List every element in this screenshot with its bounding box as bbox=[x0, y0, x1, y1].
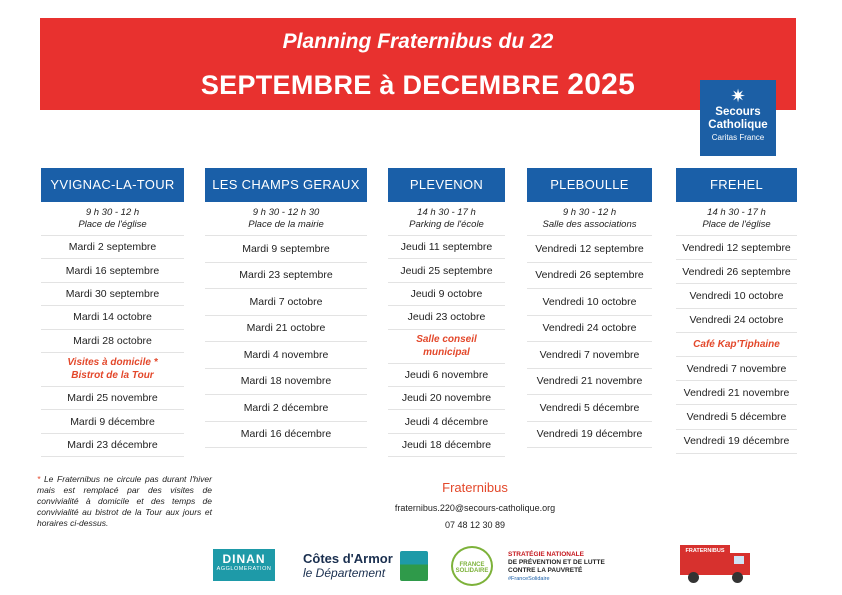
contact-block bbox=[360, 480, 590, 530]
column-pleboulle bbox=[527, 168, 652, 448]
dinan-logo: DINAN AGGLOMERATION bbox=[213, 549, 275, 581]
special-row: Café Kap'Tiphaine bbox=[676, 333, 797, 357]
date-row: Mardi 28 octobre bbox=[41, 330, 184, 353]
column-header: FREHEL bbox=[676, 168, 797, 202]
date-row: Mardi 9 septembre bbox=[205, 236, 367, 263]
date-row: Mardi 16 septembre bbox=[41, 259, 184, 282]
date-row: Vendredi 21 novembre bbox=[527, 369, 652, 396]
column-champs-geraux bbox=[205, 168, 367, 448]
date-row: Vendredi 26 septembre bbox=[527, 263, 652, 290]
contact-email[interactable]: fraternibus.220@secours-catholique.org bbox=[394, 503, 556, 513]
date-row: Mardi 30 septembre bbox=[41, 283, 184, 306]
column-yvignac bbox=[41, 168, 184, 457]
date-row: Mardi 25 novembre bbox=[41, 387, 184, 410]
schedule-time: 9 h 30 - 12 h Salle des associations bbox=[527, 202, 652, 236]
column-plevenon bbox=[388, 168, 505, 457]
date-row: Vendredi 7 novembre bbox=[527, 342, 652, 369]
date-row: Vendredi 24 octobre bbox=[676, 309, 797, 333]
date-row: Mardi 2 septembre bbox=[41, 236, 184, 259]
date-row: Mardi 7 octobre bbox=[205, 289, 367, 316]
column-header: LES CHAMPS GERAUX bbox=[205, 168, 367, 202]
date-row: Mardi 23 décembre bbox=[41, 434, 184, 457]
contact-phone: 07 48 12 30 89 bbox=[444, 520, 506, 530]
date-row: Jeudi 6 novembre bbox=[388, 364, 505, 387]
date-row: Vendredi 19 décembre bbox=[676, 430, 797, 454]
strategy-logo: STRATÉGIE NATIONALE DE PRÉVENTION ET DE LUTTE CONTRE LA PAUVRETÉ #FranceSolidaire bbox=[508, 551, 605, 582]
date-row: Vendredi 12 septembre bbox=[676, 236, 797, 260]
date-row: Vendredi 12 septembre bbox=[527, 236, 652, 263]
truck-icon: FRATERNIBUS bbox=[680, 545, 750, 583]
date-row: Jeudi 18 décembre bbox=[388, 434, 505, 457]
date-row: Vendredi 10 octobre bbox=[676, 284, 797, 308]
date-row: Vendredi 5 décembre bbox=[527, 395, 652, 422]
schedule-time: 14 h 30 - 17 h Parking de l'école bbox=[388, 202, 505, 236]
date-row: Jeudi 20 novembre bbox=[388, 387, 505, 410]
date-row: Jeudi 23 octobre bbox=[388, 306, 505, 329]
special-row: Salle conseil municipal bbox=[388, 330, 505, 364]
schedule-time: 9 h 30 - 12 h 30 Place de la mairie bbox=[205, 202, 367, 236]
date-row: Mardi 9 décembre bbox=[41, 410, 184, 433]
footnote: * Le Fraternibus ne circule pas durant l'hiver mais est remplacé par des visites de convivialité à domicile et des temps de convivialité au bistrot de la Tour aux jours et horaires ci-dessus. bbox=[37, 474, 212, 528]
page-subtitle: SEPTEMBRE à DECEMBRE 2025 bbox=[200, 68, 636, 101]
date-row: Vendredi 10 octobre bbox=[527, 289, 652, 316]
secours-catholique-logo: ✷ Secours Catholique Caritas France bbox=[700, 80, 776, 156]
cotes-darmor-logo: Côtes d'Armor le Département bbox=[303, 551, 428, 583]
column-header: YVIGNAC-LA-TOUR bbox=[41, 168, 184, 202]
date-row: Jeudi 25 septembre bbox=[388, 259, 505, 282]
page-title: Planning Fraternibus du 22 bbox=[282, 30, 554, 53]
france-solidaire-logo: FRANCE SOLIDAIRE bbox=[451, 546, 493, 586]
date-row: Jeudi 11 septembre bbox=[388, 236, 505, 259]
date-row: Mardi 4 novembre bbox=[205, 342, 367, 369]
schedule-time: 9 h 30 - 12 h Place de l'église bbox=[41, 202, 184, 236]
date-row: Vendredi 26 septembre bbox=[676, 260, 797, 284]
contact-name: Fraternibus bbox=[442, 480, 508, 495]
date-row: Mardi 14 octobre bbox=[41, 306, 184, 329]
date-row: Vendredi 21 novembre bbox=[676, 381, 797, 405]
flag-icon bbox=[400, 551, 428, 581]
star-icon: ✷ bbox=[730, 86, 746, 106]
date-row: Vendredi 7 novembre bbox=[676, 357, 797, 381]
date-row: Mardi 21 octobre bbox=[205, 316, 367, 343]
special-row: Visites à domicile * Bistrot de la Tour bbox=[41, 353, 184, 387]
column-frehel bbox=[676, 168, 797, 454]
date-row: Mardi 2 décembre bbox=[205, 395, 367, 422]
header-banner bbox=[40, 18, 796, 110]
column-header: PLEVENON bbox=[388, 168, 505, 202]
date-row: Vendredi 24 octobre bbox=[527, 316, 652, 343]
date-row: Jeudi 9 octobre bbox=[388, 283, 505, 306]
date-row: Jeudi 4 décembre bbox=[388, 410, 505, 433]
date-row: Mardi 18 novembre bbox=[205, 369, 367, 396]
date-row: Vendredi 19 décembre bbox=[527, 422, 652, 449]
schedule-time: 14 h 30 - 17 h Place de l'église bbox=[676, 202, 797, 236]
date-row: Vendredi 5 décembre bbox=[676, 405, 797, 429]
date-row: Mardi 16 décembre bbox=[205, 422, 367, 449]
date-row: Mardi 23 septembre bbox=[205, 263, 367, 290]
column-header: PLEBOULLE bbox=[527, 168, 652, 202]
